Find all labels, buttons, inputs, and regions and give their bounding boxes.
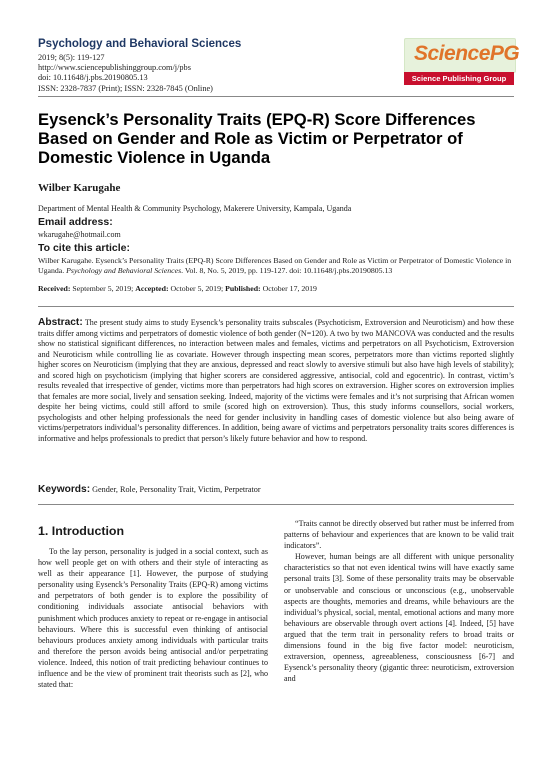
- keywords-text: Gender, Role, Personality Trait, Victim, Perpetrator: [90, 485, 261, 494]
- abstract: [38, 318, 514, 444]
- keywords-divider: [38, 504, 514, 505]
- section-heading-introduction: 1. Introduction: [38, 524, 125, 538]
- received-date: September 5, 2019;: [70, 284, 136, 293]
- issn-line: ISSN: 2328-7837 (Print); ISSN: 2328-7845 (Online): [38, 83, 213, 93]
- doi-line: doi: 10.11648/j.pbs.20190805.13: [38, 73, 148, 83]
- intro-paragraph-2: However, human beings are all different with unique personality characteristics so that not even identical twins will have exactly same personal traits [3]. Some of these personality traits may be observable or unobservable and conscious or unconscious (e.g., unobservable aspects are thoughts, memories and dreams, while behaviours are the individual’s physical, social, mental, emotional actions and many more behaviours are observable through overt actions [4]. Indeed, [5] have argued that the term trait in personality refers to broad traits or dimensions found in the big five factor model: neuroticism, extraversion, openness, agreeableness, consciousness [6-7] and Eysenck’s personality theory (gigantic three: neuroticism, extroversion and: [284, 552, 514, 684]
- email-heading: Email address:: [38, 216, 113, 228]
- body-column-right: [284, 518, 514, 684]
- header-divider: [38, 96, 514, 97]
- journal-meta: [38, 53, 338, 94]
- issue-line: 2019; 8(5): 119-127: [38, 53, 105, 62]
- citation-heading: To cite this article:: [38, 242, 130, 254]
- citation-journal: Psychology and Behavioral Sciences: [66, 266, 182, 275]
- published-date: October 17, 2019: [260, 284, 317, 293]
- author-email[interactable]: wkarugahe@hotmail.com: [38, 230, 121, 239]
- intro-quote: “Traits cannot be directly observed but rather must be inferred from patterns of behaviour and experiences that are known to be valid trait indicators”.: [284, 519, 514, 551]
- article-dates: [38, 284, 514, 293]
- journal-url[interactable]: http://www.sciencepublishinggroup.com/j/pbs: [38, 63, 191, 73]
- article-title: Eysenck’s Personality Traits (EPQ-R) Score Differences Based on Gender and Role as Victim or Perpetrator of Domestic Violence in Uganda: [38, 110, 476, 167]
- keywords: [38, 484, 514, 495]
- published-label: Published:: [225, 284, 261, 293]
- journal-name: Psychology and Behavioral Sciences: [38, 38, 242, 50]
- author-name: Wilber Karugahe: [38, 182, 121, 194]
- citation-text: [38, 256, 514, 276]
- accepted-label: Accepted:: [135, 284, 169, 293]
- publisher-logo: [404, 38, 520, 88]
- citation-part-2: . Vol. 8, No. 5, 2019, pp. 119-127. doi: 10.11648/j.pbs.20190805.13: [181, 266, 393, 275]
- abstract-text: The present study aims to study Eysenck’s personality traits subscales (Psychoticism, Extroversion and Neuroticism) and how these traits differ among victims and perpetrators of domestic violence of both gender (N=120). A two by two MANCOVA was conducted and the results show no statistical significant differences, no interaction between males and females, victims and perpetrators on all Psychoticism, Extroversion and Neuroticism while controlling lie as covariate. However through inspecting mean scores, perpetrators more than victims reported slightly higher scores on Neuroticism (implying that they are anxious, depressed and react slowly to aversive stimuli but also have high levels of stability); and scored high on psychoticism (implying that higher scorers are considered aggressive, antisocial, cold and egocentric). In contrast, victim’s results revealed that irrespective of gender, victims more than perpetrators had high scores on extraversion. Higher scores on extroversion implies that females are more social, lively and sensation seeking. Indeed, majority of the victims were females and it’s not surprising that African women despite her being victims, could still afford to smile (scored high on extroversion). Thus, this study informs counsellors, social workers, psychologists and other helping professionals the need for gender inclusivity in handling cases of domestic violence but also being aware of victims/perpetrators individual’s personality differences. In addition, being aware of victims and perpetrators personality traits scores differences is informative and helps professionals to predict that person’s likely future behavior and how to respond.: [38, 318, 514, 443]
- logo-tagline: Science Publishing Group: [404, 72, 514, 85]
- citation-part-1: Wilber Karugahe. Eysenck’s Personality Traits (EPQ-R) Score Differences Based on Gender and Role as Victim or Perpetrator of Domestic Violence in Uganda.: [38, 256, 512, 275]
- dates-divider: [38, 306, 514, 307]
- author-affiliation: Department of Mental Health & Community Psychology, Makerere University, Kampala, Uganda: [38, 204, 352, 213]
- abstract-label: Abstract:: [38, 317, 83, 328]
- accepted-date: October 5, 2019;: [168, 284, 226, 293]
- received-label: Received:: [38, 284, 71, 293]
- logo-wordmark: SciencePG: [414, 42, 520, 65]
- body-column-left: [38, 546, 268, 690]
- intro-paragraph-1: To the lay person, personality is judged in a social context, such as how well people get on with others and their style of interacting as well as their appearance [1]. However, the purpose of studying personality using Eysenck’s Personality Traits (EPQ-R) among victims and perpetrators of both gender is to explore the possibility of conditioning individuals associate antisocial behaviors with punishment which produces anxiety to repeat or re-engage in antisocial behaviours. Where this is successful even thinking of antisocial behaviours produces anxiety among individuals with particular traits and therefore the person avoids being antisocial and/or perpetrating violence. Indeed, this notion of trait predicting behaviour continues to influence and be the view of prominent trait theorists such as [2], who stated that:: [38, 547, 268, 690]
- journal-header: [38, 38, 338, 94]
- keywords-label: Keywords:: [38, 484, 91, 495]
